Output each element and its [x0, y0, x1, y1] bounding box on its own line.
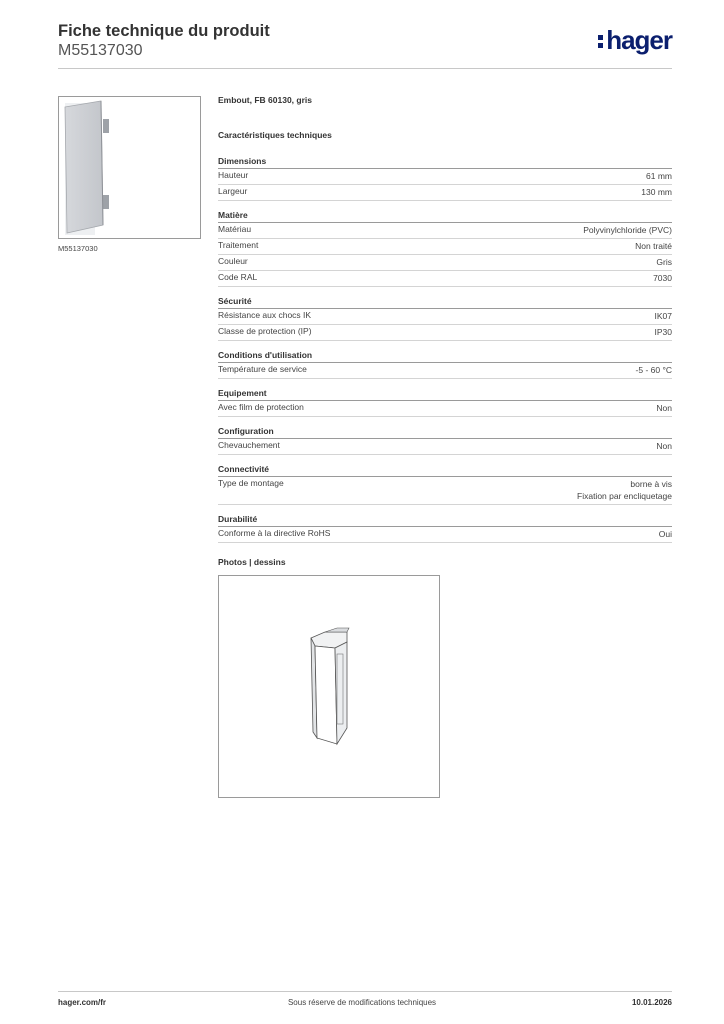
- spec-group-title: Equipement: [218, 388, 672, 401]
- spec-label: Conforme à la directive RoHS: [218, 528, 331, 538]
- spec-row: [218, 223, 672, 239]
- spec-value-line: IK07: [654, 311, 672, 321]
- spec-group: [218, 514, 672, 543]
- spec-value-line: Oui: [658, 529, 672, 539]
- spec-value: [577, 478, 672, 502]
- spec-value-line: Non: [656, 441, 672, 451]
- document-title: Fiche technique du produit: [58, 22, 270, 40]
- spec-row: [218, 169, 672, 185]
- spec-row: [218, 271, 672, 287]
- spec-value: [656, 256, 672, 268]
- spec-value-line: Gris: [656, 257, 672, 267]
- spec-value-line: Non traité: [635, 241, 672, 251]
- document-header: [58, 22, 270, 60]
- spec-group: [218, 296, 672, 341]
- hager-logo: [598, 27, 672, 53]
- spec-value-line: Fixation par encliquetage: [577, 491, 672, 501]
- spec-group-title: Durabilité: [218, 514, 672, 527]
- product-name: Embout, FB 60130, gris: [218, 95, 312, 105]
- spec-group: [218, 156, 672, 201]
- spec-label: Traitement: [218, 240, 259, 250]
- spec-value: [583, 224, 672, 236]
- spec-value-line: -5 - 60 °C: [635, 365, 672, 375]
- spec-value: [659, 528, 672, 540]
- spec-value-line: 7030: [653, 273, 672, 283]
- spec-value: [656, 402, 672, 414]
- spec-group-title: Sécurité: [218, 296, 672, 309]
- spec-value: [653, 272, 672, 284]
- spec-label: Matériau: [218, 224, 252, 234]
- spec-label: Classe de protection (IP): [218, 326, 312, 336]
- spec-label: Code RAL: [218, 272, 258, 282]
- spec-row: [218, 239, 672, 255]
- spec-group: [218, 426, 672, 455]
- spec-label: Hauteur: [218, 170, 249, 180]
- spec-value: [655, 326, 673, 338]
- logo-text: hager: [606, 25, 672, 55]
- spec-value-line: borne à vis: [630, 479, 672, 489]
- footer-date: 10.01.2026: [631, 998, 672, 1007]
- product-reference: M55137030: [58, 42, 143, 59]
- spec-label: Avec film de protection: [218, 402, 304, 412]
- characteristics-heading: Caractéristiques techniques: [218, 130, 332, 140]
- spec-group: [218, 464, 672, 505]
- end-cap-thumbnail-icon: [59, 97, 200, 238]
- photos-heading: Photos | dessins: [218, 557, 286, 567]
- end-cap-drawing-icon: [219, 576, 439, 797]
- spec-label: Largeur: [218, 186, 248, 196]
- spec-value: [656, 440, 672, 452]
- spec-value: [655, 310, 673, 322]
- spec-value-line: Polyvinylchloride (PVC): [583, 225, 672, 235]
- footer-disclaimer: Sous réserve de modifications techniques: [287, 998, 437, 1007]
- spec-label: Type de montage: [218, 478, 284, 488]
- spec-group: [218, 210, 672, 287]
- spec-group-title: Conditions d'utilisation: [218, 350, 672, 363]
- spec-value: [636, 364, 672, 376]
- spec-value: [635, 240, 672, 252]
- spec-value: [646, 170, 672, 182]
- spec-row: [218, 309, 672, 325]
- spec-row: [218, 527, 672, 543]
- logo-dots-icon: [598, 32, 605, 50]
- spec-value: [641, 186, 672, 198]
- spec-row: [218, 325, 672, 341]
- specifications-column: [218, 95, 672, 798]
- footer-website-link[interactable]: hager.com/fr: [58, 998, 107, 1007]
- thumbnail-caption: M55137030: [58, 244, 98, 253]
- spec-value-line: 61 mm: [646, 171, 672, 181]
- header-divider: [58, 68, 672, 69]
- footer-divider: [58, 991, 672, 992]
- spec-label: Chevauchement: [218, 440, 280, 450]
- spec-group: [218, 350, 672, 379]
- spec-label: Résistance aux chocs IK: [218, 310, 312, 320]
- product-drawing: [218, 575, 440, 798]
- spec-row: [218, 401, 672, 417]
- spec-row: [218, 477, 672, 505]
- spec-value-line: IP30: [654, 327, 672, 337]
- spec-group-title: Configuration: [218, 426, 672, 439]
- spec-row: [218, 255, 672, 271]
- spec-group-title: Matière: [218, 210, 672, 223]
- spec-label: Couleur: [218, 256, 248, 266]
- spec-row: [218, 363, 672, 379]
- spec-value-line: 130 mm: [641, 187, 672, 197]
- spec-group-title: Connectivité: [218, 464, 672, 477]
- spec-row: [218, 439, 672, 455]
- spec-group: [218, 388, 672, 417]
- spec-groups: [218, 156, 672, 543]
- spec-group-title: Dimensions: [218, 156, 672, 169]
- product-thumbnail: [58, 96, 201, 239]
- spec-value-line: Non: [656, 403, 672, 413]
- spec-label: Température de service: [218, 364, 307, 374]
- spec-row: [218, 185, 672, 201]
